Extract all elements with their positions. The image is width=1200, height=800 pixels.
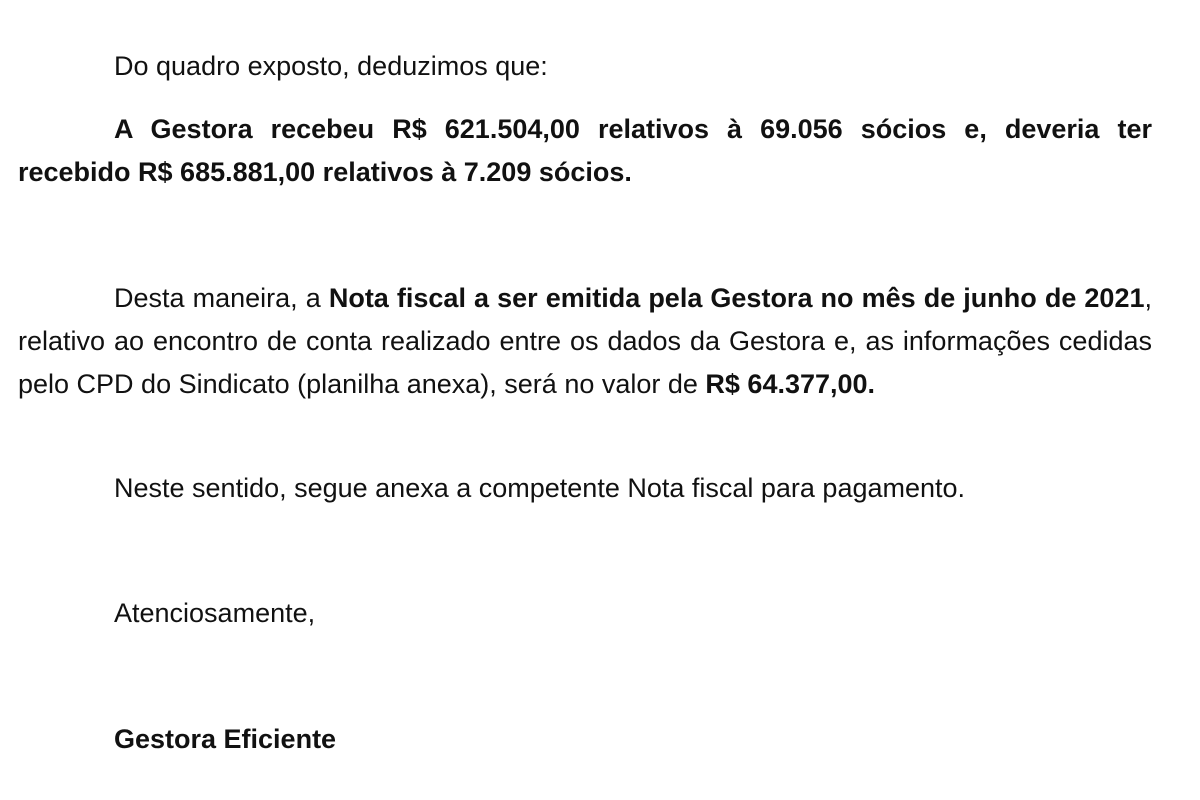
paragraph-received-values-text: A Gestora recebeu R$ 621.504,00 relativos à 69.056 sócios e, deveria ter recebido R$ 685.881,00 relativos à 7.209 sócios. [18,114,1152,187]
closing-line: Atenciosamente, [114,598,316,628]
intro-line: Do quadro exposto, deduzimos que: [114,51,548,81]
paragraph-received-values [18,108,1152,194]
paragraph-invoice-text-b: , relativo ao encontro de conta realizado entre os dados da Gestora e, as informações cedidas pelo CPD do Sindicato (planilha anexa), será no valor de [18,283,1152,399]
paragraph-attachment: Neste sentido, segue anexa a competente Nota fiscal para pagamento. [114,473,966,503]
paragraph-invoice-text-a: Desta maneira, a [114,283,329,313]
paragraph-invoice-bold-a: Nota fiscal a ser emitida pela Gestora no mês de junho de 2021 [328,283,1145,313]
paragraph-invoice-value [18,277,1152,406]
paragraph-invoice-bold-b: R$ 64.377,00. [705,369,876,399]
signature: Gestora Eficiente [114,724,337,754]
